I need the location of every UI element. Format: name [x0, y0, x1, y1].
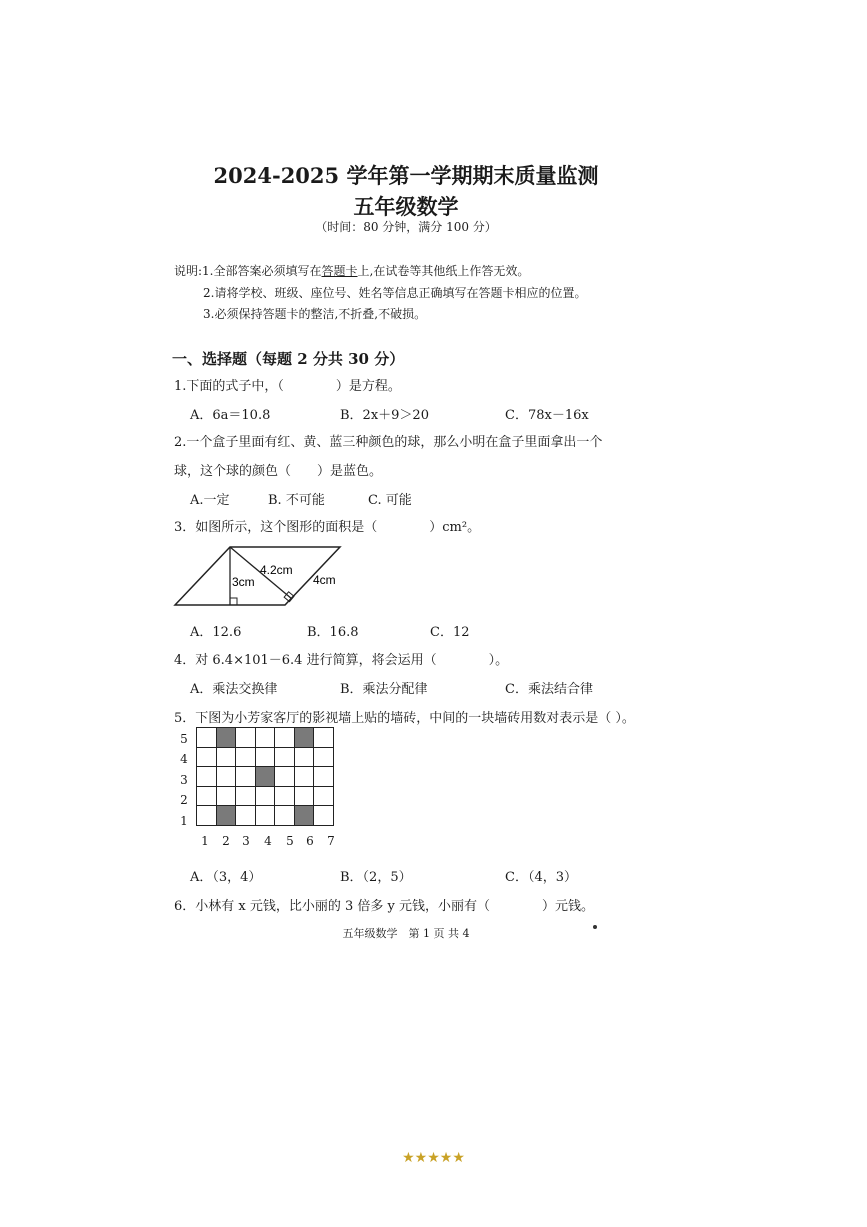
- grid-cell: [236, 806, 256, 826]
- q2-option-a: A.一定: [190, 493, 230, 508]
- y-label-1: 1: [180, 814, 188, 828]
- grid-row: [197, 728, 334, 748]
- grid-cell: [314, 786, 334, 806]
- q4-option-c: C．乘法结合律: [505, 682, 593, 697]
- rating-stars: ★★★★★: [402, 1150, 465, 1166]
- grid-cell: [255, 747, 275, 767]
- grid-cell: [314, 728, 334, 748]
- grid-cell: [275, 728, 295, 748]
- label-side: 4cm: [313, 573, 336, 587]
- x-label-6: 6: [306, 834, 314, 848]
- grid-cell-shaded: [216, 728, 236, 748]
- grid-cell: [314, 747, 334, 767]
- grid-cell: [197, 728, 217, 748]
- q3-option-a: A．12.6: [190, 625, 242, 640]
- grid-row: [197, 767, 334, 787]
- grid-cell: [314, 806, 334, 826]
- right-angle-mark: [230, 598, 237, 605]
- instruction-line-3: 3.必须保持答题卡的整洁,不折叠,不破损。: [203, 307, 427, 321]
- y-label-2: 2: [180, 793, 188, 807]
- q5-option-c: C．（4，3）: [505, 870, 577, 885]
- q2-option-b: B. 不可能: [268, 493, 325, 508]
- grid-cell: [294, 767, 314, 787]
- instruction-1a: 1.全部答案必须填写在: [202, 264, 322, 278]
- grid-cell: [314, 767, 334, 787]
- q4-option-a: A．乘法交换律: [190, 682, 278, 697]
- q1-option-c: C．78x－16x: [505, 408, 589, 423]
- label-diagonal: 4.2cm: [260, 563, 293, 577]
- q1-option-a: A．6a＝10.8: [190, 408, 271, 423]
- grid-cell: [216, 767, 236, 787]
- q1-option-b: B．2x＋9＞20: [340, 408, 429, 423]
- grid-cell: [197, 767, 217, 787]
- grid-cell: [197, 806, 217, 826]
- stray-dot: [593, 925, 597, 929]
- y-label-4: 4: [180, 752, 188, 766]
- grid-row: [197, 806, 334, 826]
- question-5: 5．下图为小芳家客厅的影视墙上贴的墙砖，中间的一块墙砖用数对表示是（ ）。: [174, 711, 635, 726]
- grid-cell-shaded: [294, 728, 314, 748]
- exam-subject: 五年级数学: [353, 194, 459, 219]
- page-footer: 五年级数学 第 1 页 共 4: [342, 927, 470, 940]
- grid-cell: [275, 767, 295, 787]
- x-label-7: 7: [327, 834, 335, 848]
- grid-row: [197, 747, 334, 767]
- question-1: 1.下面的式子中，（ ）是方程。: [174, 379, 401, 394]
- question-2: 2.一个盒子里面有红、黄、蓝三种颜色的球，那么小明在盒子里面拿出一个: [174, 435, 603, 450]
- exam-title: 2024-2025 学年第一学期期末质量监测: [213, 163, 599, 188]
- y-label-5: 5: [180, 732, 188, 746]
- grid-cell: [275, 786, 295, 806]
- grid-cell: [255, 806, 275, 826]
- q3-option-c: C．12: [430, 625, 470, 640]
- grid-cell: [255, 728, 275, 748]
- question-2-cont: 球，这个球的颜色（ ）是蓝色。: [174, 464, 383, 479]
- grid-cell-shaded: [216, 806, 236, 826]
- grid-cell: [275, 806, 295, 826]
- x-label-1: 1: [201, 834, 209, 848]
- grid-cell: [197, 786, 217, 806]
- grid-cell: [275, 747, 295, 767]
- grid-row: [197, 786, 334, 806]
- q4-option-b: B．乘法分配律: [340, 682, 428, 697]
- grid-cell-shaded: [294, 806, 314, 826]
- x-label-3: 3: [242, 834, 250, 848]
- x-label-4: 4: [264, 834, 272, 848]
- time-note: （时间：80 分钟，满分 100 分）: [315, 220, 497, 234]
- q2-option-c: C. 可能: [368, 493, 412, 508]
- grid-cell: [236, 747, 256, 767]
- grid-cell: [216, 786, 236, 806]
- question-4: 4．对 6.4×101－6.4 进行简算，将会运用（ ）。: [174, 653, 509, 668]
- x-label-2: 2: [222, 834, 230, 848]
- instruction-line-2: 2.请将学校、班级、座位号、姓名等信息正确填写在答题卡相应的位置。: [203, 286, 587, 300]
- instruction-line-1: [174, 262, 529, 279]
- label-height: 3cm: [232, 575, 255, 589]
- grid-cell: [216, 747, 236, 767]
- parallelogram-figure: [172, 544, 347, 610]
- question-6: 6．小林有 x 元钱，比小丽的 3 倍多 y 元钱，小丽有（ ）元钱。: [174, 899, 595, 914]
- grid-cell: [236, 728, 256, 748]
- grid-cell: [294, 747, 314, 767]
- grid-cell: [294, 786, 314, 806]
- q5-option-a: A．（3，4）: [190, 870, 262, 885]
- y-label-3: 3: [180, 773, 188, 787]
- x-label-5: 5: [286, 834, 294, 848]
- q3-option-b: B．16.8: [307, 625, 359, 640]
- instruction-1b: 上,在试卷等其他纸上作答无效。: [357, 264, 530, 278]
- grid-cell-shaded: [255, 767, 275, 787]
- grid-cell: [236, 786, 256, 806]
- instruction-lead: 说明:: [174, 264, 203, 278]
- tile-grid: [196, 727, 334, 826]
- answer-card-underlined: 答题卡: [321, 264, 358, 278]
- q5-option-b: B．（2，5）: [340, 870, 412, 885]
- grid-cell: [197, 747, 217, 767]
- section-title: 一、选择题（每题 2 分共 30 分）: [172, 350, 405, 368]
- question-3: 3．如图所示，这个图形的面积是（ ）cm²。: [174, 520, 481, 535]
- grid-cell: [236, 767, 256, 787]
- grid-cell: [255, 786, 275, 806]
